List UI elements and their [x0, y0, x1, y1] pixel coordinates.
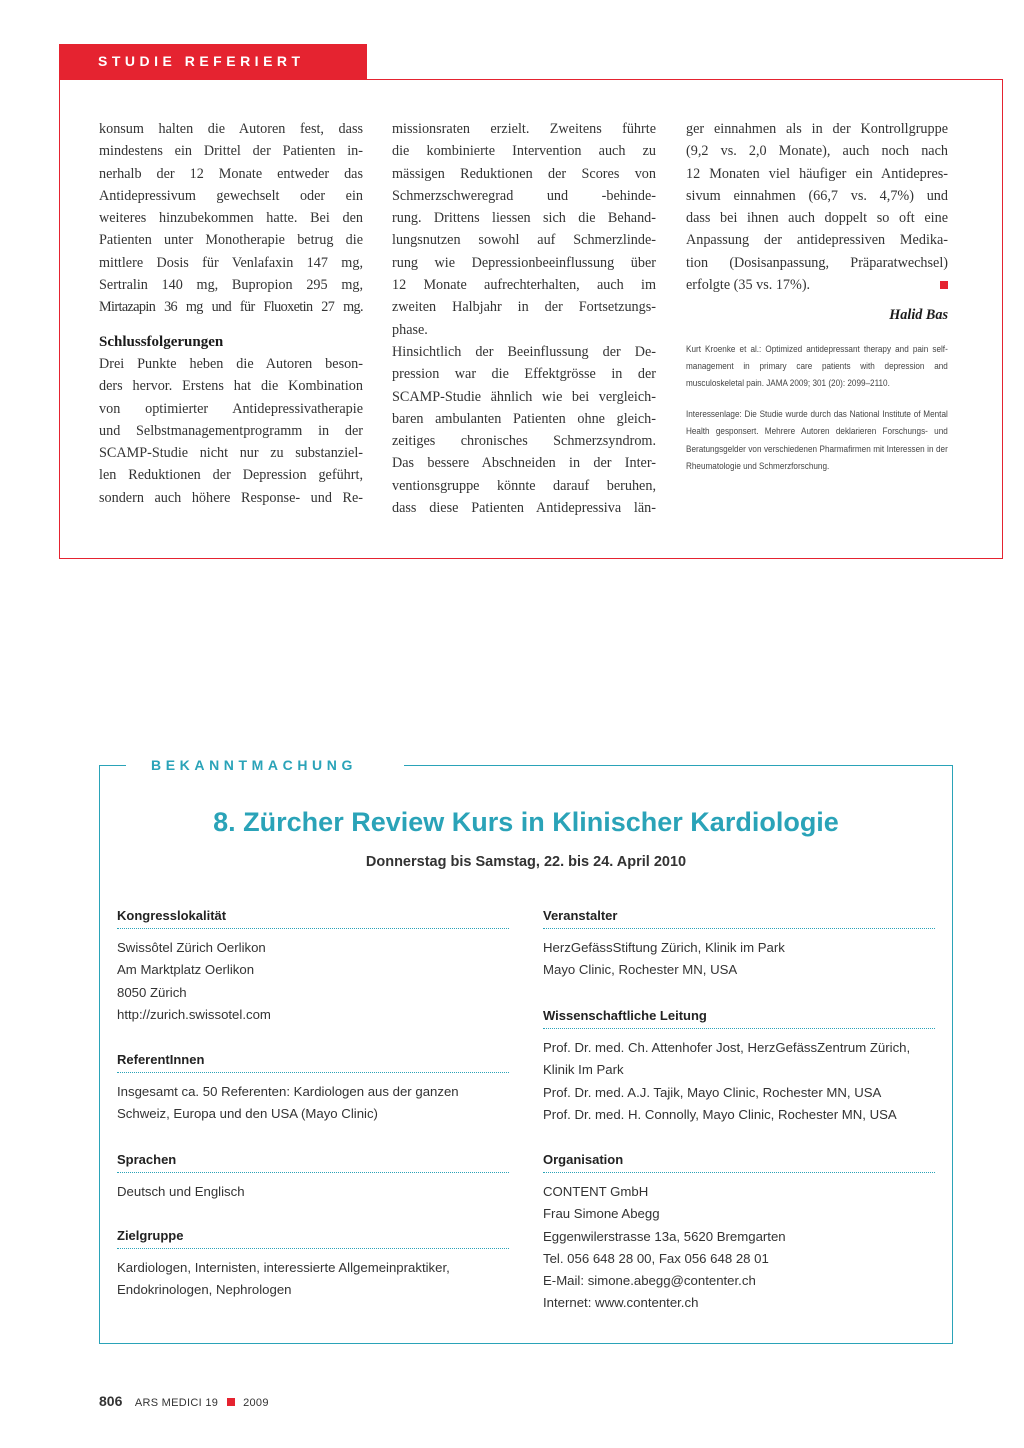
- block-line: Am Marktplatz Oerlikon: [117, 962, 255, 978]
- text-line: von optimierter Antidepressivatherapie: [99, 400, 363, 417]
- text-line: lungsnutzen sowohl auf Schmerzlinde-: [392, 232, 656, 249]
- block-heading: Zielgruppe: [117, 1226, 509, 1249]
- text-line: dass bei ihnen auch doppelt so oft eine: [686, 210, 948, 227]
- text-line: Mirtazapin 36 mg und für Fluoxetin 27 mg.: [99, 299, 363, 316]
- block-line: Prof. Dr. med. Ch. Attenhofer Jost, HerzGefässZentrum Zürich,: [543, 1040, 911, 1055]
- website-link[interactable]: http://zurich.swissotel.com: [117, 1006, 271, 1022]
- block-heading: Kongresslokalität: [117, 906, 509, 929]
- text-line: pression war die Effektgrösse in der: [392, 366, 656, 383]
- text-line: [686, 274, 948, 296]
- text-line: Anpassung der antidepressiven Medika-: [686, 232, 948, 249]
- text-line: Das bessere Abschneiden in der Inter-: [392, 455, 656, 472]
- text-line: baren ambulanten Patienten ohne gleich-: [392, 410, 656, 427]
- text-line: Drei Punkte heben die Autoren beson-: [99, 355, 363, 372]
- separator-square-icon: [227, 1398, 235, 1406]
- journal-name: ARS MEDICI 19: [134, 1397, 219, 1409]
- text-line: rung wie Depressionbeeinflussung über: [392, 254, 656, 271]
- sprachen-block: [117, 1150, 509, 1203]
- text-line: phase.: [392, 321, 428, 338]
- article-author: Halid Bas: [889, 307, 948, 324]
- text-line: weiteres hinzubekommen hatte. Bei den: [99, 210, 363, 227]
- text-line: zweiten Halbjahr in der Fortsetzungs-: [392, 299, 656, 316]
- text-line: Antidepressivum gewechselt oder ein: [99, 187, 363, 204]
- text-line: mindestens ein Drittel der Patienten in-: [99, 143, 363, 160]
- block-line: Eggenwilerstrasse 13a, 5620 Bremgarten: [543, 1228, 786, 1244]
- text-line: Hinsichtlich der Beeinflussung der De-: [392, 343, 656, 360]
- block-line: Insgesamt ca. 50 Referenten: Kardiologen aus der ganzen: [117, 1084, 459, 1099]
- reference-citation: Kurt Kroenke et al.: Optimized antidepressant therapy and pain self-management in primary care patients with depression and musculoskeletal pain. JAMA 2009; 301 (20): 2099–2110.: [686, 343, 948, 390]
- end-square-icon: [940, 281, 948, 289]
- block-line: Prof. Dr. med. A.J. Tajik, Mayo Clinic, Rochester MN, USA: [543, 1084, 882, 1100]
- block-line: Mayo Clinic, Rochester MN, USA: [543, 962, 738, 978]
- text-line: Schmerzschweregrad und -behinde-: [392, 187, 656, 204]
- block-heading: Veranstalter: [543, 906, 935, 929]
- text-line: len Reduktionen der Depression geführt,: [99, 467, 363, 484]
- block-heading: ReferentInnen: [117, 1050, 509, 1073]
- email-link[interactable]: E-Mail: simone.abegg@contenter.ch: [543, 1273, 756, 1289]
- page-number: 806: [99, 1393, 123, 1409]
- interest-disclosure: Interessenlage: Die Studie wurde durch das National Institute of Mental Health gesponsert. Mehrere Autoren deklarieren Forschungs- und Beratungsgelder von verschiedenen Pharmafirmen mit Interessen in der Rheumatologie und Schmerzforschung.: [686, 409, 948, 472]
- text-line: 12 Monaten viel häufiger ein Antidepres-: [686, 165, 948, 182]
- block-line: Endokrinologen, Nephrologen: [117, 1282, 292, 1298]
- block-line: Deutsch und Englisch: [117, 1184, 245, 1199]
- text-line: SCAMP-Studie ähnlich wie bei vergleich-: [392, 388, 656, 405]
- text-line: missionsraten erzielt. Zweitens führte: [392, 121, 656, 137]
- block-line: Swissôtel Zürich Oerlikon: [117, 940, 266, 955]
- column-1-body: [99, 118, 363, 319]
- block-line: Schweiz, Europa und den USA (Mayo Clinic): [117, 1106, 378, 1122]
- section-heading: Schlussfolgerungen: [99, 333, 224, 350]
- announcement-label: BEKANNTMACHUNG: [129, 754, 379, 776]
- referenten-block: [117, 1050, 509, 1126]
- zielgruppe-block: [117, 1226, 509, 1302]
- text-line: ger einnahmen als in der Kontrollgruppe: [686, 121, 948, 137]
- block-line: Klinik Im Park: [543, 1062, 624, 1078]
- text-line: und Selbstmanagementprogramm in der: [99, 422, 363, 439]
- announcement-title: 8. Zürcher Review Kurs in Klinischer Kardiologie: [213, 807, 839, 837]
- text-line: konsum halten die Autoren fest, dass: [99, 121, 363, 137]
- text-line: sivum einnahmen (66,7 vs. 4,7%) und: [686, 187, 948, 204]
- announcement-subtitle: Donnerstag bis Samstag, 22. bis 24. April 2010: [365, 854, 687, 870]
- block-line: Kardiologen, Internisten, interessierte Allgemeinpraktiker,: [117, 1260, 450, 1275]
- text-line: rung. Drittens liessen sich die Behand-: [392, 210, 656, 227]
- block-line: Prof. Dr. med. H. Connolly, Mayo Clinic, Rochester MN, USA: [543, 1106, 897, 1122]
- text-line: Sertralin 140 mg, Bupropion 295 mg,: [99, 277, 363, 294]
- veranstalter-block: [543, 906, 935, 982]
- organisation-block: [543, 1150, 935, 1315]
- text-line: mässigen Reduktionen der Scores von: [392, 165, 656, 182]
- text-line: SCAMP-Studie nicht nur zu substanziel-: [99, 445, 363, 462]
- block-line: CONTENT GmbH: [543, 1184, 649, 1199]
- text-line: mittlere Dosis für Venlafaxin 147 mg,: [99, 254, 363, 271]
- article-column-2: [392, 118, 656, 519]
- journal-year: 2009: [243, 1397, 269, 1409]
- article-column-1: [99, 118, 363, 509]
- text-line: ventionsgruppe könnte darauf beruhen,: [392, 477, 656, 494]
- text-line: nerhalb der 12 Monate entweder das: [99, 165, 363, 182]
- text-line-final: erfolgte (35 vs. 17%).: [686, 277, 811, 294]
- block-line: Tel. 056 648 28 00, Fax 056 648 28 01: [543, 1250, 769, 1266]
- block-line: Frau Simone Abegg: [543, 1206, 660, 1222]
- text-line: tion (Dosisanpassung, Präparatwechsel): [686, 254, 948, 271]
- text-line: dass diese Patienten Antidepressiva län-: [392, 500, 656, 517]
- section-label: STUDIE REFERIERT: [59, 44, 367, 79]
- block-heading: Organisation: [543, 1150, 935, 1173]
- block-heading: Sprachen: [117, 1150, 509, 1173]
- block-line: HerzGefässStiftung Zürich, Klinik im Park: [543, 940, 785, 955]
- text-line: 12 Monate aufrechterhalten, auch im: [392, 277, 656, 294]
- article-column-3: [686, 118, 948, 475]
- block-line: 8050 Zürich: [117, 984, 187, 1000]
- column-1-body-2: [99, 353, 363, 509]
- text-line: ders hervor. Erstens hat die Kombination: [99, 378, 363, 395]
- text-line: die kombinierte Intervention auch zu: [392, 143, 656, 160]
- text-line: sondern auch höhere Response- und Re-: [99, 489, 363, 506]
- page-footer: [99, 1391, 269, 1413]
- website-link[interactable]: Internet: www.contenter.ch: [543, 1295, 699, 1311]
- text-line: Patienten unter Monotherapie betrug die: [99, 232, 363, 249]
- kongress-block: [117, 906, 509, 1026]
- text-line: (9,2 vs. 2,0 Monate), auch noch nach: [686, 143, 948, 160]
- leitung-block: [543, 1006, 935, 1126]
- text-line: zeitiges chronisches Schmerzsyndrom.: [392, 433, 656, 450]
- block-heading: Wissenschaftliche Leitung: [543, 1006, 935, 1029]
